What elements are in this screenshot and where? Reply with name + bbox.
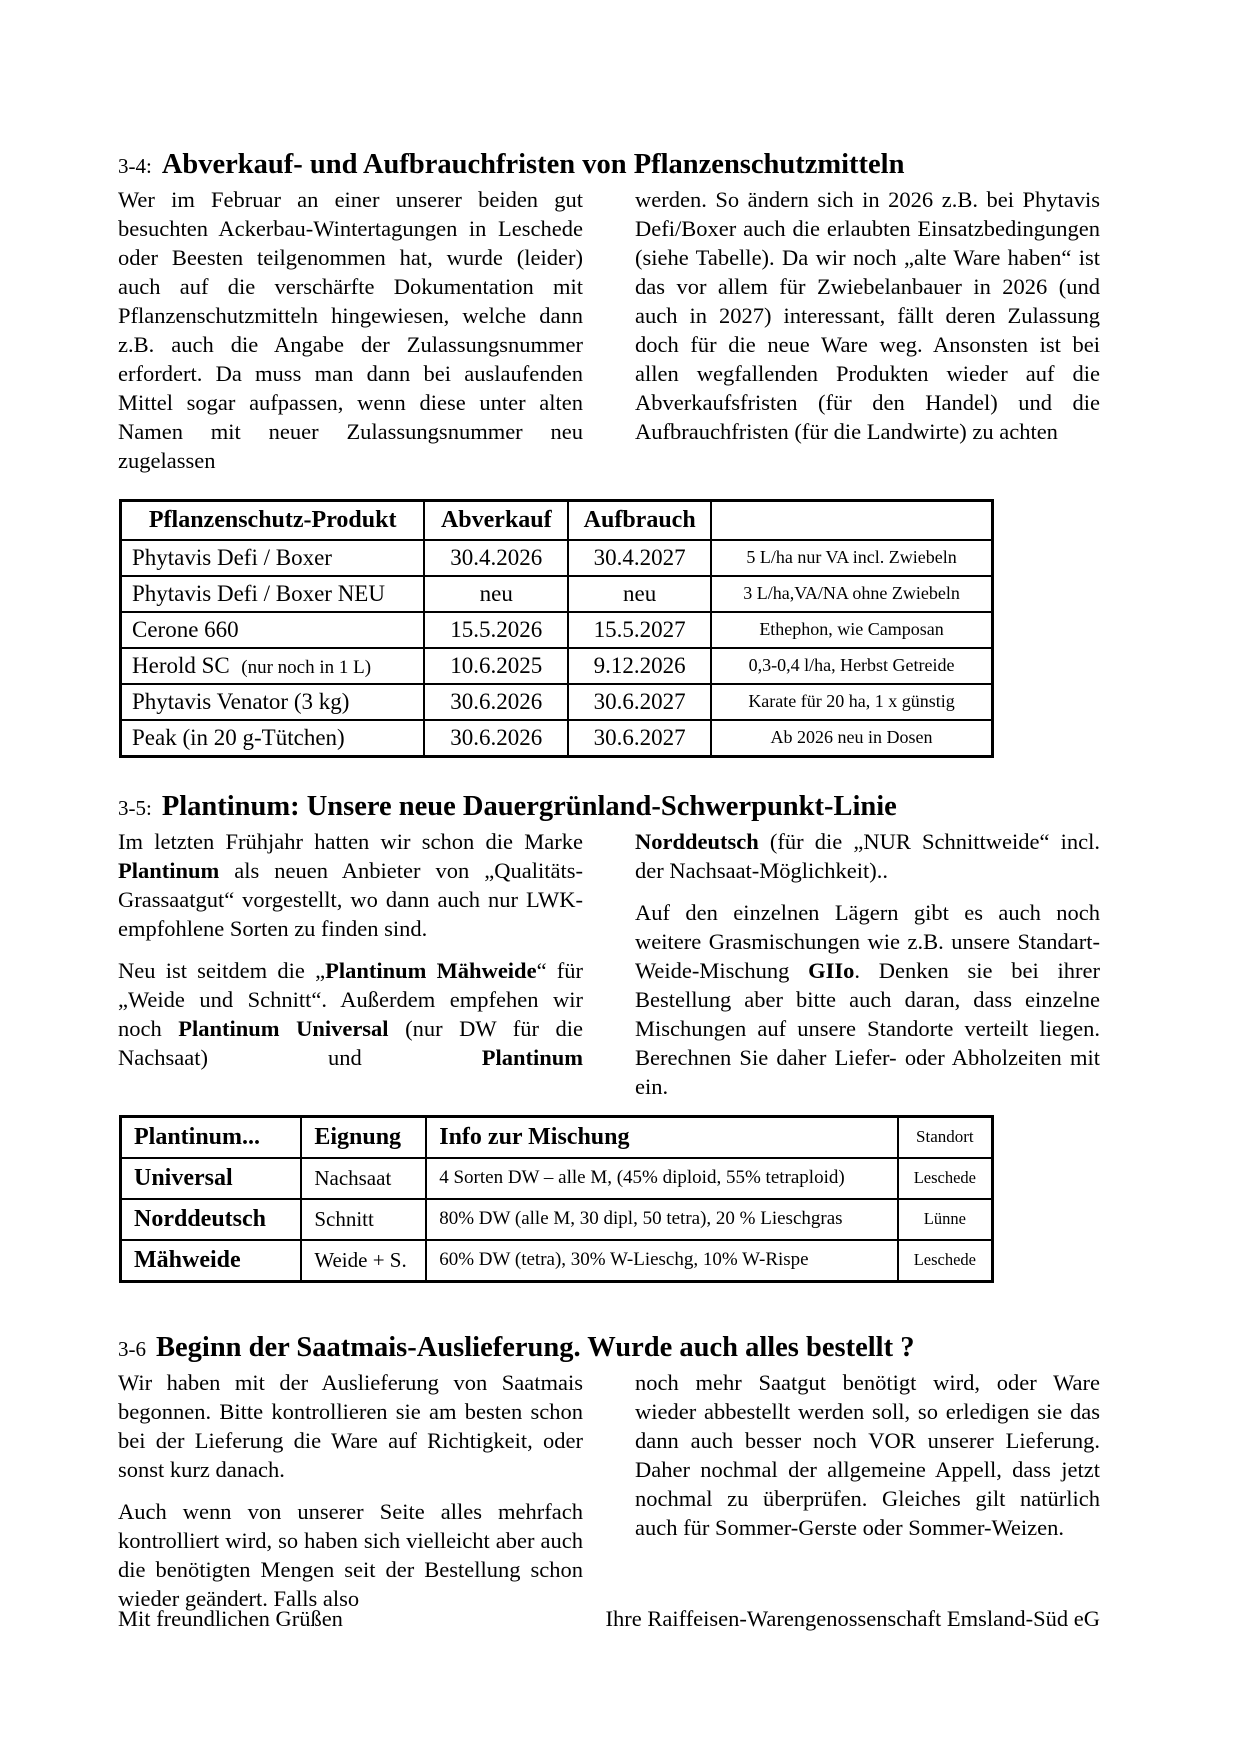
note-cell: Karate für 20 ha, 1 x günstig [711, 684, 992, 720]
table-row [121, 1240, 993, 1282]
mixture-name-cell: Mähweide [121, 1240, 302, 1282]
column-left [118, 1368, 583, 1613]
mixture-name-cell: Norddeutsch [121, 1199, 302, 1240]
product-name: Herold SC [132, 652, 230, 678]
abverkauf-cell: 15.5.2026 [424, 612, 568, 648]
abverkauf-cell: neu [424, 576, 568, 612]
section-title: Abverkauf- und Aufbrauchfristen von Pflanzenschutzmitteln [161, 149, 905, 180]
note-cell: Ethephon, wie Camposan [711, 612, 992, 648]
abverkauf-cell: 30.4.2026 [424, 540, 568, 576]
pesticide-deadline-table [119, 499, 994, 758]
note-cell: 3 L/ha,VA/NA ohne Zwiebeln [711, 576, 992, 612]
table-row [121, 576, 993, 612]
abverkauf-cell: 30.6.2026 [424, 684, 568, 720]
info-cell: 4 Sorten DW – alle M, (45% diploid, 55% tetraploid) [426, 1158, 897, 1199]
paragraph: Wir haben mit der Auslieferung von Saatmais begonnen. Bitte kontrollieren sie am besten schon bei der Lieferung die Ware auf Richtigkeit, oder sonst kurz danach. [118, 1369, 583, 1482]
table-header-row [121, 1116, 993, 1158]
section-title: Plantinum: Unsere neue Dauergrünland-Schwerpunkt-Linie [161, 790, 897, 822]
standort-cell: Leschede [898, 1240, 993, 1282]
mixture-name-cell: Universal [121, 1158, 302, 1199]
product-cell: Peak (in 20 g-Tütchen) [121, 720, 425, 757]
footer [118, 1606, 1100, 1632]
eignung-cell: Nachsaat [301, 1158, 426, 1199]
paragraph: Auf den einzelnen Lägern gibt es auch noch weitere Grasmischungen wie z.B. unsere Standart-Weide-Mischung GIIo. Denken sie bei ihrer Bestellung aber bitte auch daran, dass einzelne Mischungen auf unsere Standorte verteilt liegen. Berechnen Sie daher Liefer- oder Abholzeiten mit ein. [635, 899, 1100, 1099]
product-cell: Phytavis Defi / Boxer NEU [121, 576, 425, 612]
paragraph: Neu ist seitdem die „Plantinum Mähweide“ für „Weide und Schnitt“. Außerdem empfehen wir noch Plantinum Universal (nur DW für die Nachsaat) und Plantinum [118, 957, 584, 1070]
paragraph: Norddeutsch (für die „NUR Schnittweide“ incl. der Nachsaat-Möglichkeit).. [635, 828, 1100, 883]
section-3-5-heading [118, 792, 1100, 822]
table-row [121, 1199, 993, 1240]
paragraph: noch mehr Saatgut benötigt wird, oder Ware wieder abbestellt werden soll, so erledigen sie das dann auch besser noch VOR unserer Lieferung. Daher nochmal der allgemeine Appell, dass jetzt nochmal zu überprüfen. Gleiches gilt natürlich auch für Sommer-Gerste oder Sommer-Weizen. [635, 1369, 1100, 1540]
table-header-row [121, 500, 993, 540]
info-cell: 60% DW (tetra), 30% W-Lieschg, 10% W-Rispe [426, 1240, 897, 1282]
product-suffix: (nur noch in 1 L) [241, 656, 372, 678]
section-3-6-heading [118, 1333, 1100, 1363]
company-name: Ihre Raiffeisen-Warengenossenschaft Emsland-Süd eG [605, 1606, 1100, 1631]
header-note [711, 500, 992, 540]
product-cell: Phytavis Venator (3 kg) [121, 684, 425, 720]
aufbrauch-cell: 30.6.2027 [568, 720, 711, 757]
section-3-4-heading [118, 150, 1100, 180]
header-eignung: Eignung [301, 1116, 426, 1158]
closing-greeting: Mit freundlichen Grüßen [118, 1606, 343, 1631]
column-right [635, 185, 1100, 475]
section-3-5-body [118, 827, 1100, 1101]
note-cell: 0,3-0,4 l/ha, Herbst Getreide [711, 648, 992, 684]
section-title: Beginn der Saatmais-Auslieferung. Wurde auch alles bestellt ? [156, 1331, 915, 1363]
table-row [121, 1158, 993, 1199]
column-left [118, 185, 583, 475]
paragraph: werden. So ändern sich in 2026 z.B. bei Phytavis Defi/Boxer auch die erlaubten Einsatzbedingungen (siehe Tabelle). Da wir noch „alte Ware haben“ ist das vor allem für Zwiebelanbauer in 2026 (und auch in 2027) interessant, fällt deren Zulassung doch für die neue Ware weg. Ansonsten ist bei allen wegfallenden Produkten wieder auf die Abverkaufsfristen (für den Handel) und die Aufbrauchfristen (für die Landwirte) zu achten [635, 186, 1100, 444]
abverkauf-cell: 10.6.2025 [424, 648, 568, 684]
section-number: 3-6 [118, 1336, 146, 1361]
aufbrauch-cell: 30.6.2027 [568, 684, 711, 720]
section-number: 3-5: [118, 795, 152, 820]
product-cell [121, 648, 425, 684]
standort-cell: Lünne [898, 1199, 993, 1240]
table-row [121, 540, 993, 576]
standort-cell: Leschede [898, 1158, 993, 1199]
note-cell: Ab 2026 neu in Dosen [711, 720, 992, 757]
abverkauf-cell: 30.6.2026 [424, 720, 568, 757]
header-product: Pflanzenschutz-Produkt [121, 500, 425, 540]
column-left [118, 827, 583, 1101]
paragraph: Im letzten Frühjahr hatten wir schon die Marke Plantinum als neuen Anbieter von „Qualitäts-Grassaatgut“ vorgestellt, wo dann auch nur LWK-empfohlene Sorten zu finden sind. [118, 828, 583, 941]
column-right [635, 827, 1100, 1101]
eignung-cell: Weide + S. [301, 1240, 426, 1282]
aufbrauch-cell: 30.4.2027 [568, 540, 711, 576]
table-row [121, 684, 993, 720]
aufbrauch-cell: neu [568, 576, 711, 612]
table-row [121, 648, 993, 684]
paragraph: Wer im Februar an einer unserer beiden gut besuchten Ackerbau-Wintertagungen in Leschede oder Beesten teilgenommen hat, wurde (leider) auch auf die verschärfte Dokumentation mit Pflanzenschutzmitteln hingewiesen, welche dann z.B. auch die Angabe der Zulassungsnummer erfordert. Da muss man dann bei auslaufenden Mittel sogar aufpassen, wenn diese unter alten Namen mit neuer Zulassungsnummer neu zugelassen [118, 186, 583, 473]
table-row [121, 720, 993, 757]
section-3-6-body [118, 1368, 1100, 1613]
header-info: Info zur Mischung [426, 1116, 897, 1158]
paragraph: Auch wenn von unserer Seite alles mehrfach kontrolliert wird, so haben sich vielleicht aber auch die benötigten Mengen seit der Bestellung schon wieder geändert. Falls also [118, 1498, 583, 1611]
eignung-cell: Schnitt [301, 1199, 426, 1240]
header-aufbrauch: Aufbrauch [568, 500, 711, 540]
header-plantinum: Plantinum... [121, 1116, 302, 1158]
plantinum-mixture-table [119, 1115, 994, 1283]
product-cell: Cerone 660 [121, 612, 425, 648]
aufbrauch-cell: 9.12.2026 [568, 648, 711, 684]
header-abverkauf: Abverkauf [424, 500, 568, 540]
section-number: 3-4: [118, 154, 152, 178]
info-cell: 80% DW (alle M, 30 dipl, 50 tetra), 20 % Lieschgras [426, 1199, 897, 1240]
section-3-4-body [118, 185, 1100, 475]
column-right [635, 1368, 1100, 1613]
aufbrauch-cell: 15.5.2027 [568, 612, 711, 648]
header-standort: Standort [898, 1116, 993, 1158]
note-cell: 5 L/ha nur VA incl. Zwiebeln [711, 540, 992, 576]
product-cell: Phytavis Defi / Boxer [121, 540, 425, 576]
table-row [121, 612, 993, 648]
